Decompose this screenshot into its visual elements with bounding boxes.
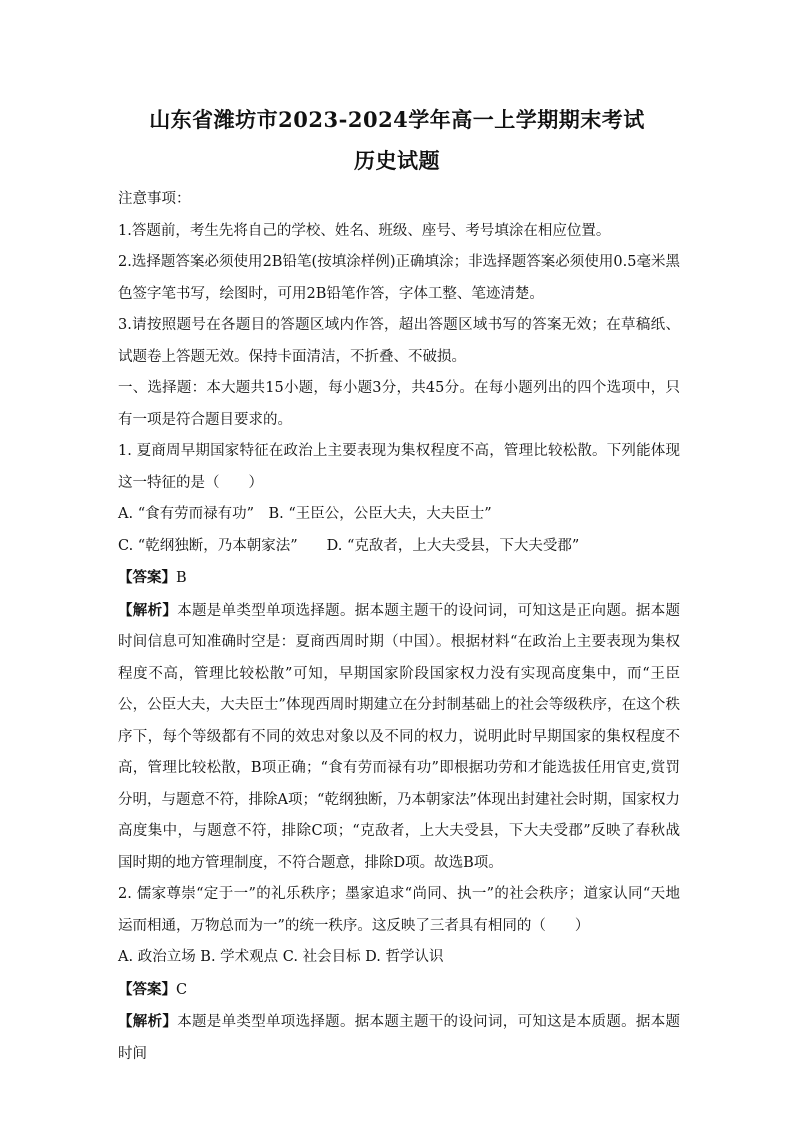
- question-1-answer: [118, 562, 680, 595]
- answer-value: B: [176, 570, 187, 586]
- question-1-analysis: [118, 595, 680, 880]
- question-1-options-ab: A. “食有劳而禄有功” B. “王臣公，公臣大夫，大夫臣士”: [118, 506, 492, 522]
- analysis-label: 【解析】: [118, 1013, 178, 1030]
- page-title: 山东省潍坊市2023-2024学年高一上学期期末考试: [149, 107, 645, 132]
- analysis-text: 本题是单类型单项选择题。据本题主题干的设问词，可知这是本质题。据本题时间: [118, 1014, 681, 1062]
- question-2-stem: 2. 儒家尊崇“定于一”的礼乐秩序；墨家追求“尚同、执一”的社会秩序；道家认同“天地运而相通，万物总而为一”的统一秩序。这反映了三者具有相同的（ ）: [118, 886, 680, 934]
- notice-item-3: 3.请按照题号在各题目的答题区域内作答，超出答题区域书写的答案无效；在草稿纸、试题卷上答题无效。保持卡面清洁，不折叠、不破损。: [118, 317, 680, 365]
- answer-value: C: [176, 981, 188, 998]
- answer-label: 【答案】: [118, 980, 176, 998]
- notice-item-2: 2.选择题答案必须使用2B铅笔(按填涂样例)正确填涂；非选择题答案必须使用0.5毫米黑色签字笔书写，绘图时，可用2B铅笔作答，字体工整、笔迹清楚。: [118, 254, 680, 302]
- page-subtitle: 历史试题: [354, 148, 440, 173]
- question-2-answer: [118, 974, 680, 1007]
- notice-item-1: 1.答题前，考生先将自己的学校、姓名、班级、座号、考号填涂在相应位置。: [118, 222, 611, 239]
- analysis-label: 【解析】: [118, 601, 178, 619]
- exam-content: [118, 184, 680, 1070]
- question-1-options-cd: C. “乾纲独断，乃本朝家法” D. “克敌者，上大夫受县，下大夫受郡”: [118, 537, 580, 554]
- question-2-analysis: [118, 1006, 680, 1070]
- question-1-stem: 1. 夏商周早期国家特征在政治上主要表现为集权程度不高，管理比较松散。下列能体现这一特征的是（ ）: [118, 443, 680, 491]
- analysis-text: 本题是单类型单项选择题。据本题主题干的设问词，可知这是正向题。据本题时间信息可知准确时空是：夏商西周时期（中国）。根据材料“在政治上主要表现为集权程度不高，管理比较松散”可知，早期国家阶段国家权力没有实现高度集中，而“王臣公，公臣大夫，大夫臣士”体现西周时期建立在分封制基础上的社会等级秩序，在这个秩序下，每个等级都有不同的效忠对象以及不同的权力，说明此时早期国家的集权程度不高，管理比较松散，B项正确；“食有劳而禄有功”即根据功劳和才能选拔任用官吏,赏罚分明，与题意不符，排除A项；“乾纲独断，乃本朝家法”体现出封建社会时期，国家权力高度集中，与题意不符，排除C项；“克敌者，上大夫受县，下大夫受郡”反映了春秋战国时期的地方管理制度，不符合题意，排除D项。故选B项。: [118, 602, 681, 871]
- notice-heading: 注意事项：: [118, 191, 191, 207]
- section-intro: 一、选择题：本大题共15小题，每小题3分，共45分。在每小题列出的四个选项中，只有一项是符合题目要求的。: [118, 380, 680, 428]
- answer-label: 【答案】: [118, 569, 176, 586]
- question-2-options: A. 政治立场 B. 学术观点 C. 社会目标 D. 哲学认识: [118, 949, 444, 965]
